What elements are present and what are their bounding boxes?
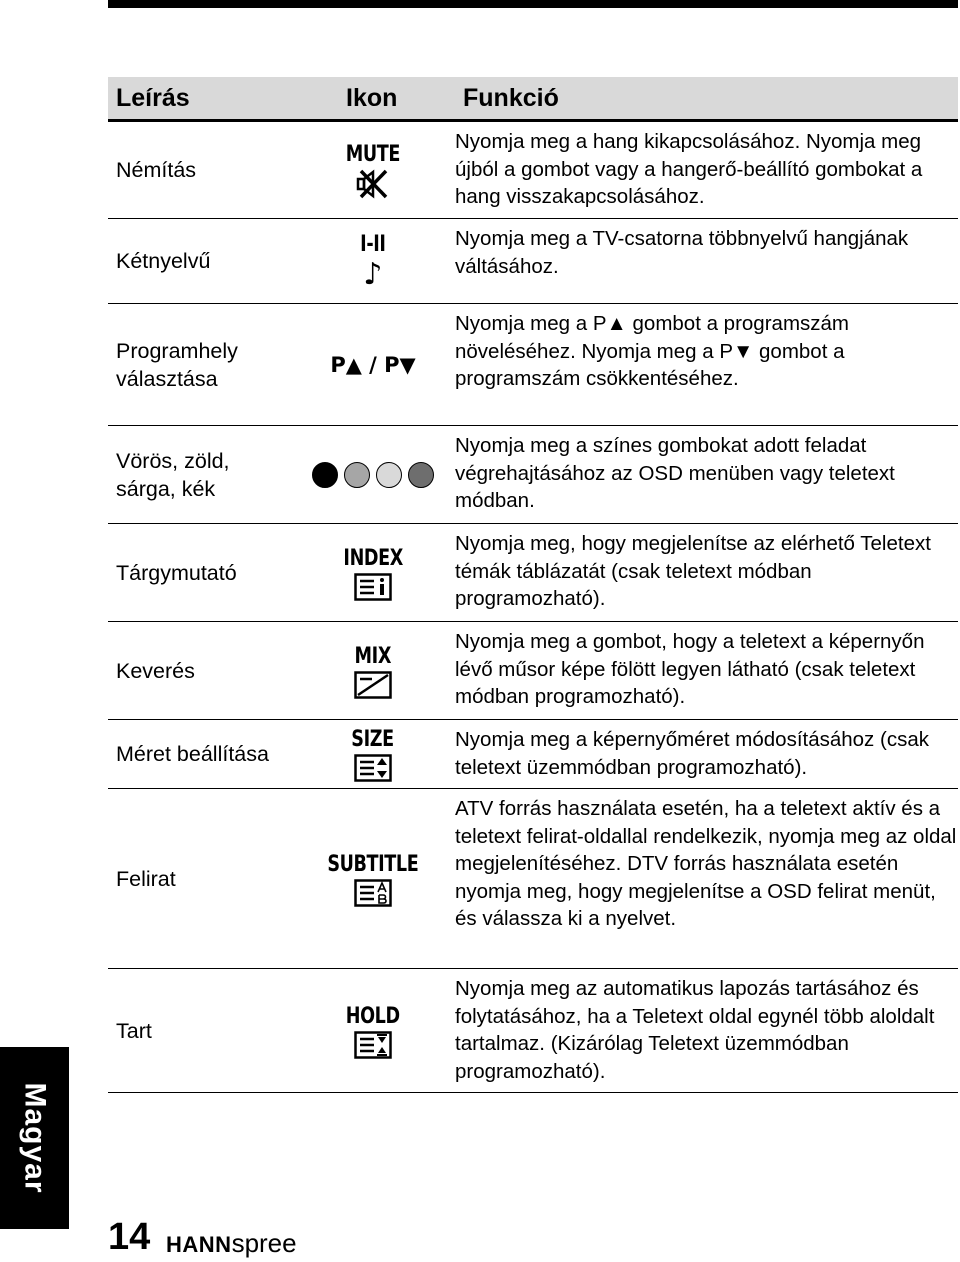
row-function: Nyomja meg a hang kikapcsolásához. Nyomja meg újból a gombot vagy a hangerő-beállító gombokat a hang visszakapcsolásához. — [455, 130, 923, 208]
icon-label: SUBTITLE — [327, 851, 419, 877]
yellow-button-icon — [376, 462, 402, 488]
icon-label: MUTE — [345, 142, 401, 167]
row-function: Nyomja meg a TV-csatorna többnyelvű hangjának váltásához. — [455, 227, 909, 278]
table-row — [108, 789, 958, 969]
row-description: Tárgymutató — [116, 560, 237, 585]
table-row — [108, 122, 958, 219]
row-description: Felirat — [116, 866, 176, 891]
row-icon — [298, 969, 448, 1092]
table-row — [108, 720, 958, 789]
music-note-icon: ♪ — [363, 257, 383, 292]
row-description: Programhely választása — [116, 338, 238, 391]
row-description: Kétnyelvű — [116, 249, 211, 273]
icon-label: SIZE — [351, 727, 395, 752]
page-number: 14 — [108, 1216, 151, 1258]
size-icon — [354, 754, 392, 782]
icon-label: I-II — [360, 232, 386, 257]
program-up-down-icon: P▲ / P▼ — [330, 352, 416, 377]
index-icon — [354, 573, 392, 601]
row-icon — [298, 524, 448, 621]
mix-icon — [354, 671, 392, 699]
header-function: Funkció — [463, 83, 559, 112]
table-header — [108, 77, 958, 122]
red-button-icon — [312, 462, 338, 488]
color-buttons-icon — [298, 426, 448, 523]
row-icon — [298, 219, 448, 303]
icon-label: INDEX — [343, 545, 403, 571]
row-icon — [298, 304, 448, 425]
row-icon — [298, 122, 448, 218]
row-function: Nyomja meg a gombot, hogy a teletext a képernyőn lévő műsor képe fölött legyen látható (csak teletext módban programozható). — [455, 630, 925, 708]
language-side-tab — [0, 1047, 69, 1229]
row-function: ATV forrás használata esetén, ha a teletext aktív és a teletext felirat-oldallal rendelkezik, nyomja meg az oldal megjelenítéséhez. DTV forrás használata esetén nyomja meg, hogy megjelenítse a OSD felirat menüt, és válassza ki a nyelvet. — [455, 797, 957, 930]
row-icon — [298, 720, 448, 788]
row-function: Nyomja meg az automatikus lapozás tartásához és folytatásához, ha a Teletext oldal egynél több aloldalt tartalmaz. (Kizárólag Teletext üzemmódban programozható). — [455, 977, 935, 1083]
table-row — [108, 969, 958, 1093]
row-function: Nyomja meg a színes gombokat adott feladat végrehajtásához az OSD menüben vagy teletext módban. — [455, 434, 895, 512]
row-description: Vörös, zöld, sárga, kék — [116, 448, 230, 501]
brand-bold: HANN — [166, 1232, 232, 1257]
brand-light: spree — [231, 1228, 297, 1258]
row-description: Keverés — [116, 658, 195, 683]
row-description: Tart — [116, 1018, 152, 1043]
row-function: Nyomja meg a képernyőméret módosításához (csak teletext üzemmódban programozható). — [455, 728, 929, 779]
green-button-icon — [344, 462, 370, 488]
header-icon: Ikon — [346, 83, 398, 112]
row-icon — [298, 622, 448, 719]
function-table — [108, 77, 958, 1093]
blue-button-icon — [408, 462, 434, 488]
table-row — [108, 304, 958, 426]
row-description: Méret beállítása — [116, 742, 269, 766]
icon-label: HOLD — [346, 1003, 400, 1029]
table-row — [108, 426, 958, 524]
table-row — [108, 524, 958, 622]
header-description: Leírás — [116, 83, 190, 112]
icon-label: MIX — [354, 643, 392, 669]
top-rule — [108, 0, 958, 8]
side-tab-label: Magyar — [18, 1082, 52, 1194]
row-function: Nyomja meg, hogy megjelenítse az elérhető Teletext témák táblázatát (csak teletext módban programozható). — [455, 532, 931, 610]
hold-icon — [354, 1031, 392, 1059]
row-icon — [298, 789, 448, 968]
subtitle-icon — [354, 879, 392, 907]
mute-speaker-icon — [356, 169, 390, 199]
table-row — [108, 219, 958, 304]
table-row — [108, 622, 958, 720]
brand-logo — [166, 1228, 297, 1260]
row-description: Némítás — [116, 158, 197, 182]
row-function: Nyomja meg a P▲ gombot a programszám növeléséhez. Nyomja meg a P▼ gombot a programszám csökkentéséhez. — [455, 312, 849, 390]
